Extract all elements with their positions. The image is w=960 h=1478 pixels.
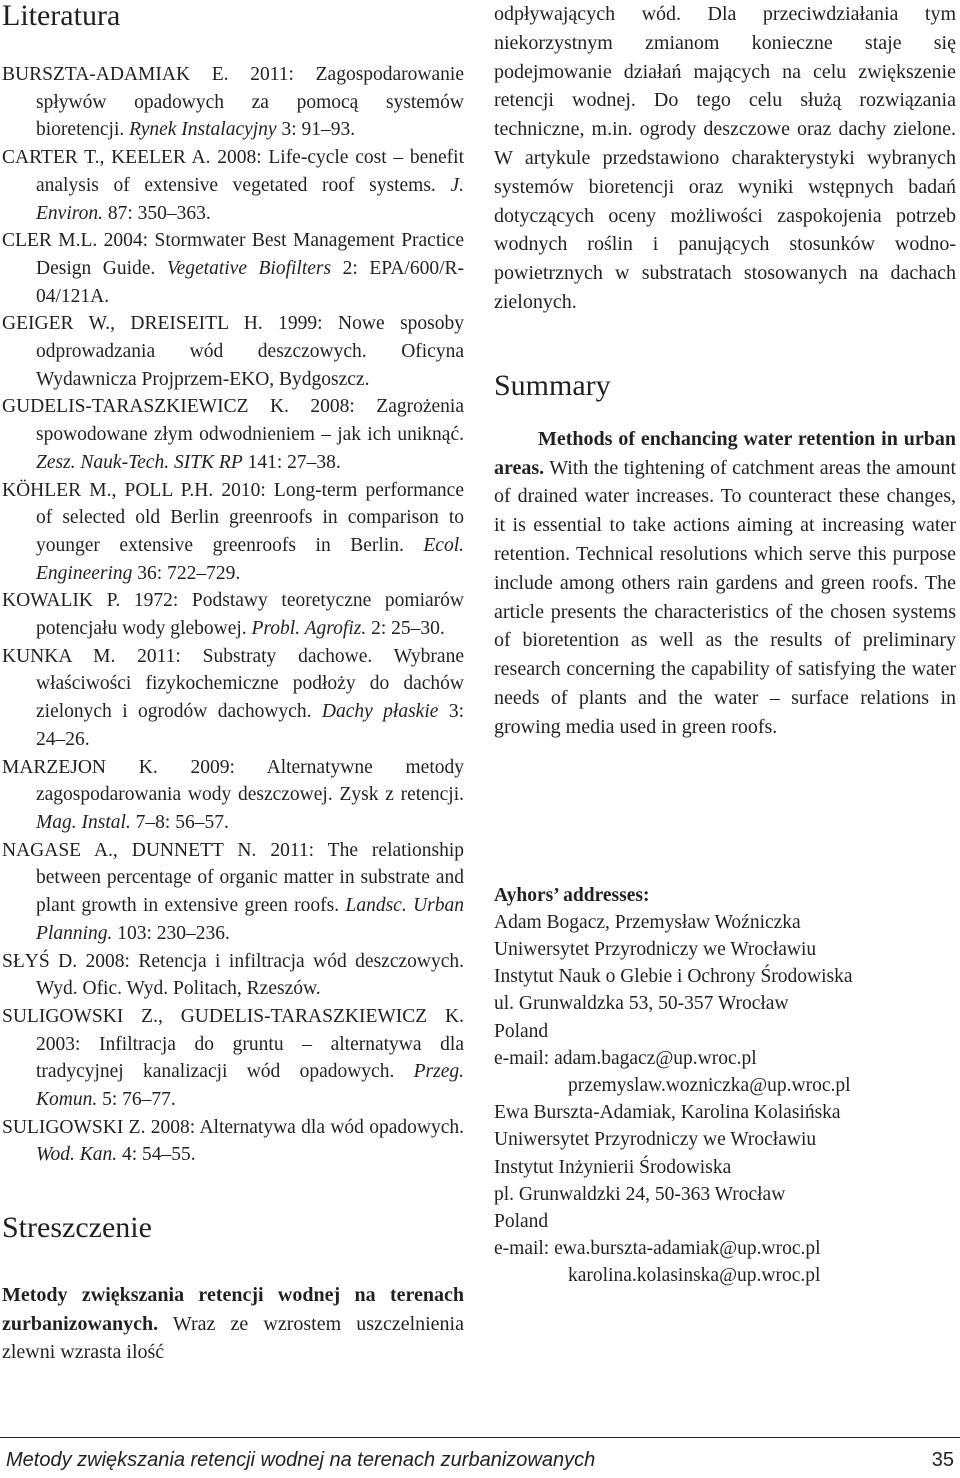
address-line: e-mail: adam.bagacz@up.wroc.pl [494, 1047, 757, 1069]
reference-source: Vegetative Biofilters [166, 257, 332, 279]
reference-text: SULIGOWSKI Z. 2008: Alternatywa dla wód opadowych. [2, 1116, 464, 1138]
reference-text: NAGASE A., DUNNETT N. 2011: The relationship between percentage of organic matter in substrate and plant growth in extensive green roofs. [2, 839, 464, 917]
address-line: Poland [494, 1020, 549, 1042]
reference-text: 5: 76–77. [97, 1089, 176, 1111]
reference-item [2, 948, 464, 1003]
reference-text: 36: 722–729. [132, 562, 241, 584]
literatura-heading: Literatura [2, 0, 121, 32]
reference-text: 3: 91–93. [276, 119, 356, 141]
reference-item [2, 643, 464, 754]
address-line: Uniwersytet Przyrodniczy we Wrocławiu [494, 1129, 817, 1151]
reference-source: Ecol. Engineering [36, 534, 464, 584]
address-line: pl. Grunwaldzki 24, 50-363 Wrocław [494, 1183, 786, 1205]
address-line: karolina.kolasinska@up.wroc.pl [568, 1265, 821, 1287]
address-lines [494, 909, 956, 1290]
authors-addresses [494, 882, 956, 1290]
reference-text: 141: 27–38. [242, 451, 341, 473]
summary-body: With the tightening of catchment areas the amount of drained water increases. To counteract these changes, it is essential to take actions aiming at increasing water retention. Technical resolutions which serve this purpose include among others rain gardens and green roofs. The article presents the characteristics of the chosen systems of bioretention as well as the results of preliminary research concerning the capability of satisfying the water needs of plants and the water – surface relations in growing media used in green roofs. [494, 456, 956, 738]
reference-text: 7–8: 56–57. [130, 811, 229, 833]
summary-heading: Summary [494, 368, 611, 402]
summary-block [494, 425, 956, 742]
reference-text: 4: 54–55. [117, 1144, 196, 1166]
reference-item [2, 227, 464, 310]
reference-text: MARZEJON K. 2009: Alternatywne metody zagospodarowania wody deszczowej. Zysk z retencji. [2, 756, 464, 806]
reference-source: Probl. Agrofiz. [251, 618, 367, 640]
addresses-heading: Ayhors’ addresses: [494, 884, 650, 906]
reference-source: Zesz. Nauk-Tech. SITK RP [36, 451, 243, 473]
streszczenie-title: Metody zwiększania retencji wodnej na terenach zurbanizowanych. [2, 1284, 464, 1335]
reference-item [2, 1003, 464, 1114]
summary-title: Methods of enchancing water retention in urban areas. [494, 427, 956, 479]
reference-text: 103: 230–236. [112, 922, 230, 944]
streszczenie-block [2, 1281, 464, 1367]
reference-item [2, 837, 464, 948]
reference-item [2, 477, 464, 588]
left-column [2, 0, 464, 1367]
address-line: ul. Grunwaldzka 53, 50-357 Wrocław [494, 993, 789, 1015]
reference-source: Przeg. Komun. [36, 1061, 464, 1111]
reference-source: Rynek Instalacyjny [129, 119, 277, 141]
reference-item [2, 1114, 464, 1169]
reference-text: GEIGER W., DREISEITL H. 1999: Nowe sposoby odprowadzania wód deszczowych. Oficyna Wydawnicza Projprzem-EKO, Bydgoszcz. [2, 313, 464, 390]
reference-text: 2: 25–30. [366, 618, 445, 640]
reference-text: CARTER T., KEELER A. 2008: Life-cycle cost – benefit analysis of extensive vegetated roof systems. [2, 147, 464, 196]
address-line: Ewa Burszta-Adamiak, Karolina Kolasińska [494, 1102, 841, 1124]
reference-text: SŁYŚ D. 2008: Retencja i infiltracja wód deszczowych. Wyd. Ofic. Wyd. Politach, Rzeszów. [2, 950, 464, 1000]
reference-text: KOWALIK P. 1972: Podstawy teoretyczne pomiarów potencjału wody glebowej. [2, 590, 464, 640]
address-line: Uniwersytet Przyrodniczy we Wrocławiu [494, 938, 817, 960]
address-line: Adam Bogacz, Przemysław Woźniczka [494, 911, 801, 933]
reference-item [2, 144, 464, 227]
reference-text: 3: 24–26. [36, 701, 465, 750]
streszczenie-body-start: Wraz ze wzrostem uszczelnienia zlewni wzrasta ilość [2, 1312, 464, 1364]
streszczenie-body-continued: odpływających wód. Dla przeciwdziałania tym niekorzystnym zmianom konieczne staje się podejmowanie działań mających na celu zwiększenie retencji wodnej. Do tego celu służą rozwiązania techniczne, m.in. ogrody deszczowe oraz dachy zielone. W artykule przedstawiono charakterystyki wybranych systemów bioretencji oraz wyniki wstępnych badań dotyczących oceny możliwości zaspokojenia potrzeb wodnych roślin i panujących stosunków wodno-powietrznych w substratach stosowanych na dachach zielonych. [494, 3, 956, 313]
reference-item [2, 61, 464, 144]
reference-item [2, 393, 464, 476]
address-line: przemyslaw.wozniczka@up.wroc.pl [568, 1074, 851, 1096]
address-line: Instytut Inżynierii Środowiska [494, 1156, 732, 1178]
streszczenie-heading: Streszczenie [2, 1211, 152, 1245]
reference-list [2, 61, 464, 1169]
reference-text: SULIGOWSKI Z., GUDELIS-TARASZKIEWICZ K. 2003: Infiltracja do gruntu – alternatywa dla tradycyjnej kanalizacji wód opadowych. [2, 1005, 464, 1083]
reference-source: Mag. Instal. [36, 811, 131, 833]
reference-item [2, 587, 464, 642]
reference-text: GUDELIS-TARASZKIEWICZ K. 2008: Zagrożenia spowodowane złym odwodnieniem – jak ich uniknąć. [2, 396, 464, 446]
reference-source: Wod. Kan. [36, 1144, 118, 1166]
reference-text: KÖHLER M., POLL P.H. 2010: Long-term performance of selected old Berlin greenroofs in comparison to younger extensive greenroofs in Berlin. [2, 479, 464, 556]
page-number: 35 [931, 1449, 954, 1471]
page-footer [0, 1437, 960, 1478]
reference-text: BURSZTA-ADAMIAK E. 2011: Zagospodarowanie spływów opadowych za pomocą systemów bioretencji. [2, 64, 464, 141]
reference-text: KUNKA M. 2011: Substraty dachowe. Wybrane właściwości fizykochemiczne podłoży do dachów zielonych i ogrodów dachowych. [2, 645, 464, 723]
footer-title: Metody zwiększania retencji wodnej na terenach zurbanizowanych [6, 1449, 596, 1471]
reference-source: Dachy płaskie [321, 701, 439, 723]
reference-source: Landsc. Urban Planning. [36, 895, 465, 944]
address-line: e-mail: ewa.burszta-adamiak@up.wroc.pl [494, 1238, 821, 1260]
reference-text: CLER M.L. 2004: Stormwater Best Management Practice Design Guide. [2, 230, 464, 279]
right-column [494, 0, 956, 1290]
address-line: Instytut Nauk o Glebie i Ochrony Środowiska [494, 966, 853, 988]
reference-text: 87: 350–363. [102, 202, 211, 224]
reference-text: 2: EPA/600/R-04/121A. [36, 257, 464, 307]
reference-item [2, 310, 464, 393]
reference-item [2, 754, 464, 837]
reference-source: J. Environ. [36, 174, 464, 224]
address-line: Poland [494, 1210, 549, 1232]
